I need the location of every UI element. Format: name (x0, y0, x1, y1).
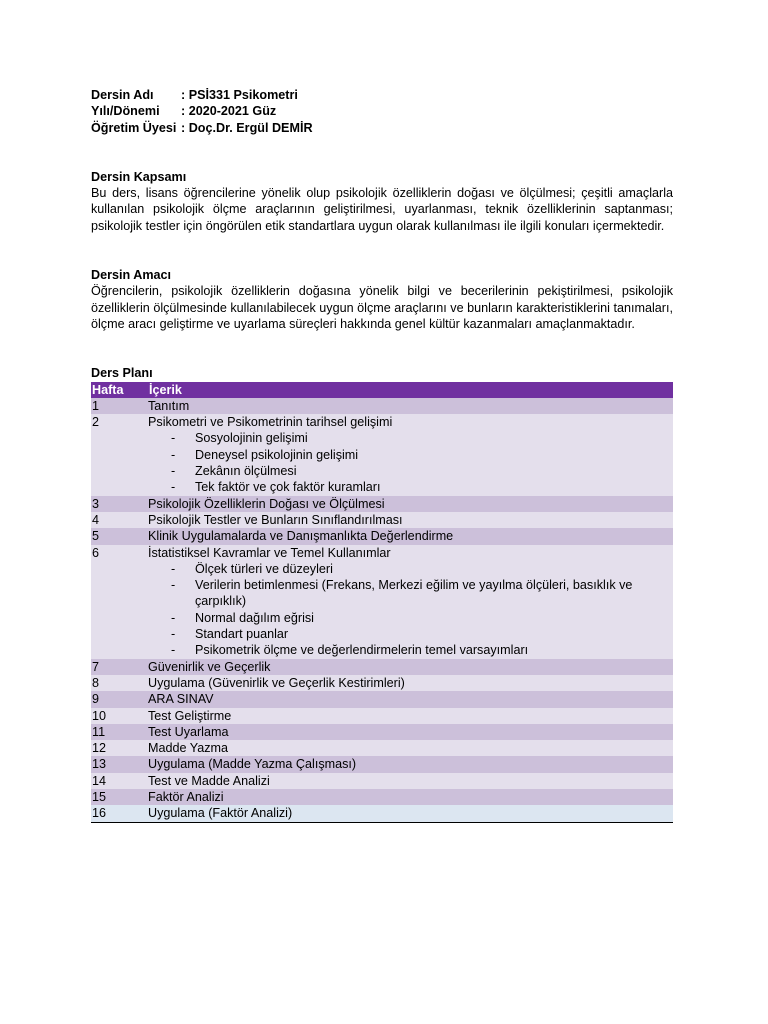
table-row (91, 756, 673, 772)
subtopic-text: Zekânın ölçülmesi (195, 464, 297, 479)
topic-text: Psikolojik Testler ve Bunların Sınıflandırılması (148, 512, 403, 527)
subtopic-item (148, 642, 673, 658)
content-cell (148, 398, 673, 414)
table-body (91, 398, 673, 822)
content-cell (148, 512, 673, 528)
week-cell: 10 (91, 708, 148, 724)
week-cell: 4 (91, 512, 148, 528)
content-cell (148, 545, 673, 659)
topic-text: Psikometri ve Psikometrinin tarihsel gelişimi (148, 415, 393, 430)
dash-bullet: - (171, 464, 176, 479)
table-row (91, 398, 673, 414)
week-cell: 5 (91, 528, 148, 544)
subtopic-list (148, 430, 673, 495)
content-cell (148, 805, 673, 822)
content-cell (148, 414, 673, 495)
aim-section (91, 267, 673, 332)
week-cell: 11 (91, 724, 148, 740)
subtopic-text: Sosyolojinin gelişimi (195, 431, 308, 446)
subtopic-text: Tek faktör ve çok faktör kuramları (195, 480, 381, 495)
content-cell (148, 789, 673, 805)
subtopic-item (148, 430, 673, 446)
table-row (91, 512, 673, 528)
week-cell: 1 (91, 398, 148, 414)
table-row (91, 545, 673, 659)
meta-row-instructor (91, 120, 673, 136)
week-cell: 8 (91, 675, 148, 691)
subtopic-text: Ölçek türleri ve düzeyleri (195, 561, 333, 576)
meta-label: Öğretim Üyesi (91, 120, 177, 135)
aim-text: Öğrencilerin, psikolojik özelliklerin doğasına yönelik bilgi ve becerilerinin pekiştirilmesi, psikolojik özelliklerin ölçülmesinde kullanılabilecek uygun ölçme araçlarını ve bunların karakteristiklerini tanımaları, ölçme aracı geliştirme ve uyarlama süreçleri hakkında genel kültür kazanmaları amaçlanmaktadır. (91, 284, 673, 331)
topic-text: Uygulama (Madde Yazma Çalışması) (148, 757, 357, 772)
week-cell: 7 (91, 659, 148, 675)
week-cell: 13 (91, 756, 148, 772)
dash-bullet: - (171, 610, 176, 625)
week-cell: 14 (91, 773, 148, 789)
scope-text: Bu ders, lisans öğrencilerine yönelik olup psikolojik özelliklerin doğası ve ölçülmesi; çeşitli amaçlarla kullanılan psikolojik ölçme araçlarının geliştirilmesi, uyarlanması, teknik özelliklerinin saptanması; psikolojik testler için öngörülen etik standartlara uygun olarak kullanılması ile ilgili konuları içermektedir. (91, 186, 673, 233)
dash-bullet: - (171, 480, 176, 495)
meta-row-term (91, 103, 673, 119)
dash-bullet: - (171, 627, 176, 642)
content-cell (148, 724, 673, 740)
table-row (91, 691, 673, 707)
topic-text: Test Uyarlama (148, 724, 229, 739)
table-row (91, 740, 673, 756)
header-week: Hafta (91, 382, 148, 398)
dash-bullet: - (171, 578, 176, 593)
table-row (91, 724, 673, 740)
content-cell (148, 659, 673, 675)
table-row (91, 659, 673, 675)
topic-text: Klinik Uygulamalarda ve Danışmanlıkta Değerlendirme (148, 529, 454, 544)
topic-text: Uygulama (Faktör Analizi) (148, 806, 293, 821)
table-row (91, 528, 673, 544)
topic-text: Güvenirlik ve Geçerlik (148, 659, 271, 674)
content-cell (148, 740, 673, 756)
table-row (91, 789, 673, 805)
topic-text: Test ve Madde Analizi (148, 773, 270, 788)
scope-section (91, 169, 673, 234)
subtopic-item (148, 610, 673, 626)
dash-bullet: - (171, 447, 176, 462)
content-cell (148, 528, 673, 544)
week-cell: 3 (91, 496, 148, 512)
subtopic-text: Psikometrik ölçme ve değerlendirmelerin temel varsayımları (195, 643, 529, 658)
week-cell: 15 (91, 789, 148, 805)
topic-text: İstatistiksel Kavramlar ve Temel Kullanımlar (148, 545, 391, 560)
subtopic-text: Verilerin betimlenmesi (Frekans, Merkezi eğilim ve yayılma ölçüleri, basıklık ve çarpıklık) (195, 578, 633, 609)
content-cell (148, 756, 673, 772)
topic-text: Tanıtım (148, 398, 190, 413)
meta-row-course-name (91, 87, 673, 103)
subtopic-text: Standart puanlar (195, 627, 289, 642)
content-cell (148, 496, 673, 512)
table-header-row (91, 382, 673, 398)
topic-text: Psikolojik Özelliklerin Doğası ve Ölçülmesi (148, 496, 385, 511)
week-cell: 6 (91, 545, 148, 659)
header-content: İçerik (148, 382, 673, 398)
meta-value: : Doç.Dr. Ergül DEMİR (181, 120, 313, 135)
topic-text: ARA SINAV (148, 692, 214, 707)
topic-text: Faktör Analizi (148, 789, 224, 804)
topic-text: Uygulama (Güvenirlik ve Geçerlik Kestirimleri) (148, 675, 405, 690)
topic-text: Test Geliştirme (148, 708, 232, 723)
subtopic-list (148, 561, 673, 659)
week-cell: 12 (91, 740, 148, 756)
table-row (91, 805, 673, 822)
week-cell: 16 (91, 805, 148, 822)
topic-text: Madde Yazma (148, 741, 229, 756)
subtopic-item (148, 561, 673, 577)
table-row (91, 773, 673, 789)
course-meta (91, 87, 673, 136)
table-row (91, 675, 673, 691)
meta-value: : 2020-2021 Güz (181, 104, 277, 119)
meta-value: : PSİ331 Psikometri (181, 88, 298, 102)
content-cell (148, 691, 673, 707)
subtopic-item (148, 479, 673, 495)
content-cell (148, 773, 673, 789)
course-plan-table (91, 382, 673, 823)
plan-title: Ders Planı (91, 366, 153, 381)
dash-bullet: - (171, 643, 176, 658)
table-row (91, 414, 673, 495)
subtopic-item (148, 577, 673, 610)
syllabus-page (91, 87, 673, 823)
subtopic-item (148, 463, 673, 479)
scope-title: Dersin Kapsamı (91, 169, 187, 184)
meta-label: Yılı/Dönemi (91, 104, 160, 119)
content-cell (148, 675, 673, 691)
dash-bullet: - (171, 561, 176, 576)
table-row (91, 496, 673, 512)
meta-label: Dersin Adı (91, 88, 154, 102)
subtopic-item (148, 626, 673, 642)
subtopic-item (148, 447, 673, 463)
subtopic-text: Normal dağılım eğrisi (195, 610, 314, 625)
week-cell: 2 (91, 414, 148, 495)
content-cell (148, 708, 673, 724)
dash-bullet: - (171, 431, 176, 446)
subtopic-text: Deneysel psikolojinin gelişimi (195, 447, 359, 462)
aim-title: Dersin Amacı (91, 268, 172, 283)
week-cell: 9 (91, 691, 148, 707)
table-row (91, 708, 673, 724)
